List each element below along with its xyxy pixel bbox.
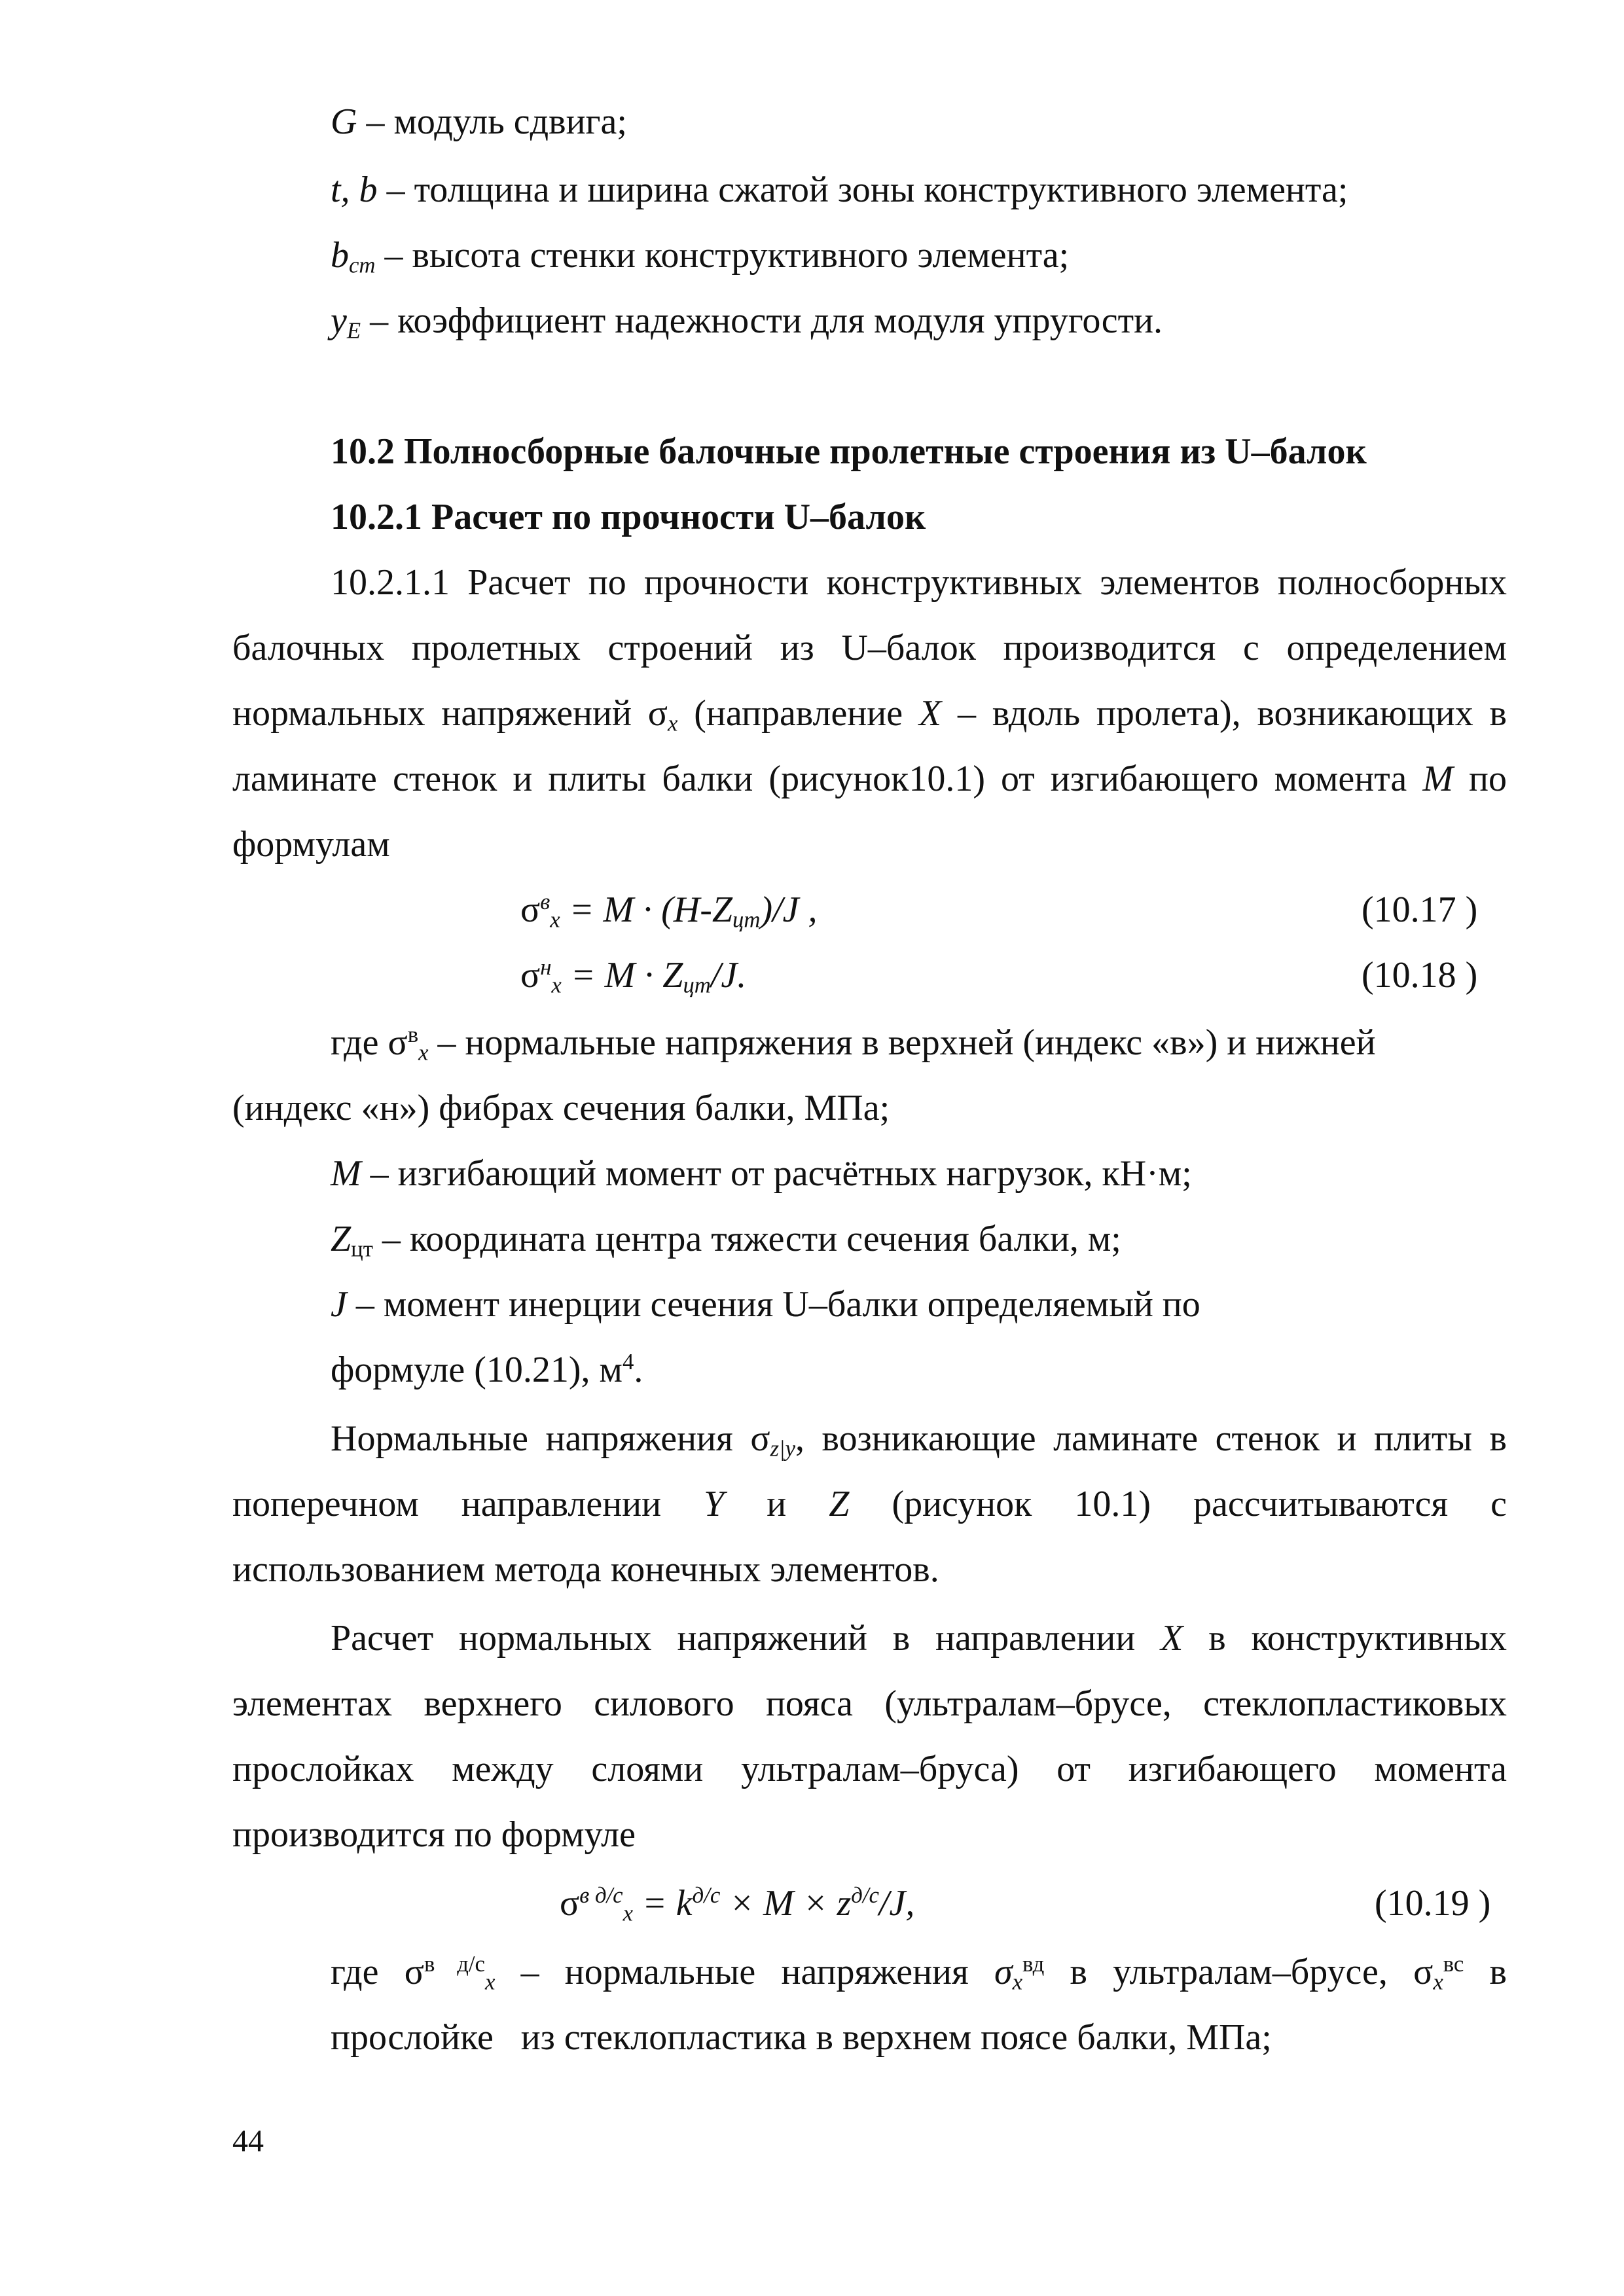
equation-number-10-19: (10.19 ) (1375, 1883, 1491, 1924)
definition-g: G – модуль сдвига; (331, 101, 627, 142)
para1-line2: балочных пролетных строений из U–балок производится с определением (232, 628, 1507, 668)
para3-line1: Расчет нормальных напряжений в направлении X в конструктивных (331, 1618, 1507, 1659)
where2-line1: где $\sigma^{в д/с}_x$ – нормальные напряжения $\sigma_x^{вд}$ в ультралам–брусе, $\sigma_x^{вс}$ в (331, 1950, 1507, 1995)
where2-line2: прослойке из стеклопластика в верхнем поясе балки, МПа; (331, 2017, 1272, 2058)
where1-line2: (индекс «н») фибрах сечения балки, МПа; (232, 1088, 890, 1128)
subsection-heading: 10.2.1 Расчет по прочности U–балок (331, 497, 926, 537)
definition-bct: $b_{cт}$ – высота стенки конструктивного элемента; (331, 235, 1070, 278)
para1-line3: нормальных напряжений $\sigma_x$ (направление X – вдоль пролета), возникающих в (232, 693, 1507, 736)
definition-t-b: t, b – толщина и ширина сжатой зоны конструктивного элемента; (331, 170, 1348, 210)
section-heading: 10.2 Полносборные балочные пролетные строения из U–балок (331, 431, 1367, 472)
para2-line3: использованием метода конечных элементов. (232, 1549, 939, 1590)
definition-j: J – момент инерции сечения U–балки определяемый по (331, 1284, 1200, 1325)
equation-number-10-18: (10.18 ) (1362, 955, 1478, 996)
equation-10-19: $\sigma^{в д/с}_x = k^{д/с} \times M \times z^{д/с}/J$, (560, 1882, 915, 1926)
para2-line1: Нормальные напряжения $\sigma_{z|y}$, возникающие ламинате стенок и плиты в (331, 1418, 1507, 1462)
definition-j-line2: формуле (10.21), $м^4$. (331, 1348, 643, 1390)
para3-line4: производится по формуле (232, 1814, 636, 1855)
where1-line1: где $\sigma^в_x$ – нормальные напряжения в верхней (индекс «в») и нижней (331, 1021, 1376, 1066)
equation-10-18: $\sigma^н_x = M \cdot Z_{цт}/J$. (520, 954, 747, 998)
definition-ye: $y_E$ – коэффициент надежности для модуля упругости. (331, 300, 1163, 344)
definition-z: $Z_{цт}$ – координата центра тяжести сечения балки, м; (331, 1219, 1121, 1262)
equation-number-10-17: (10.17 ) (1362, 889, 1478, 930)
page-number: 44 (232, 2124, 264, 2159)
para1-line5: формулам (232, 824, 390, 865)
para1-line4: ламинате стенок и плиты балки (рисунок10.1) от изгибающего момента M по (232, 759, 1507, 799)
equation-10-17: $\sigma^в_x = M \cdot (H-Z_{цт})/J$ , (520, 888, 818, 933)
para3-line2: элементах верхнего силового пояса (ультралам–брусе, стеклопластиковых (232, 1683, 1507, 1724)
para3-line3: прослойках между слоями ультралам–бруса) от изгибающего момента (232, 1749, 1507, 1789)
definition-m: M – изгибающий момент от расчётных нагрузок, кН·м; (331, 1153, 1192, 1194)
para2-line2: поперечном направлении Y и Z (рисунок 10.1) рассчитываются с (232, 1484, 1507, 1524)
para1-line1: 10.2.1.1 Расчет по прочности конструктивных элементов полносборных (331, 562, 1507, 603)
